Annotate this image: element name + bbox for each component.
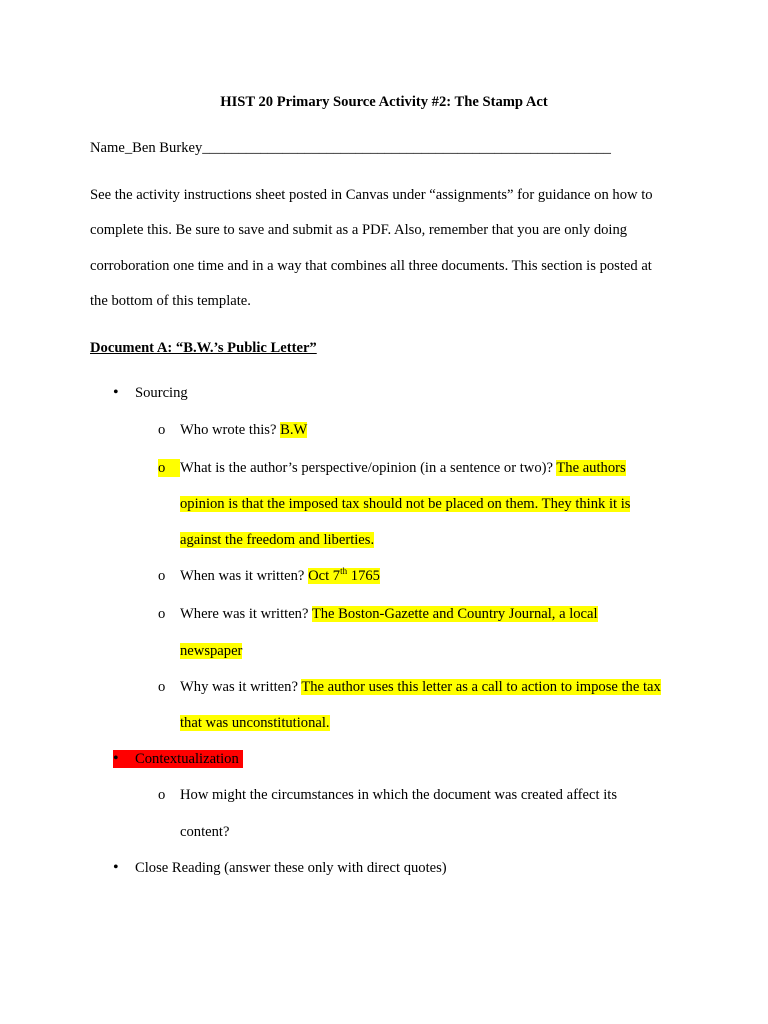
- instructions-line-1: See the activity instructions sheet posted in Canvas under “assignments” for guidance on how to: [90, 187, 653, 203]
- circle-bullet-icon: o: [158, 568, 166, 584]
- question-text: When was it written?: [180, 568, 305, 584]
- name-line: Name_Ben Burkey________________________________________________________: [90, 140, 611, 156]
- answer-text: The Boston-Gazette and Country Journal, a local: [311, 606, 598, 622]
- circle-bullet-icon: o: [158, 679, 166, 695]
- document-title: HIST 20 Primary Source Activity #2: The Stamp Act: [220, 94, 548, 110]
- circle-bullet-icon: o: [158, 459, 180, 477]
- instructions-line-3: corroboration one time and in a way that combines all three documents. This section is posted at: [90, 258, 652, 274]
- question-text: Why was it written?: [180, 679, 298, 695]
- question-text: What is the author’s perspective/opinion (in a sentence or two)?: [180, 460, 553, 476]
- question-when: [180, 567, 380, 585]
- bullet-icon: •: [113, 750, 119, 767]
- question-why: [180, 678, 661, 696]
- instructions-line-4: the bottom of this template.: [90, 293, 251, 309]
- contextualization-label: Contextualization: [135, 751, 239, 767]
- answer-text: The authors: [556, 460, 626, 476]
- question-text: Who wrote this?: [180, 422, 277, 438]
- answer-text: Oct 7th 1765: [308, 566, 380, 584]
- instructions-line-2: complete this. Be sure to save and submit as a PDF. Also, remember that you are only doing: [90, 222, 628, 238]
- answer-text: B.W: [280, 422, 308, 438]
- answer-text: newspaper: [180, 643, 243, 659]
- document-a-heading: Document A: “B.W.’s Public Letter”: [90, 340, 317, 356]
- question-who-wrote: [180, 421, 307, 439]
- question-perspective: [180, 459, 626, 477]
- answer-text: against the freedom and liberties.: [180, 532, 375, 548]
- circle-bullet-icon: o: [158, 422, 166, 438]
- question-where: [180, 605, 598, 623]
- circle-bullet-icon: o: [158, 606, 166, 622]
- contextualization-question-line-2: content?: [180, 824, 230, 840]
- answer-text: opinion is that the imposed tax should not be placed on them. They think it is: [180, 496, 631, 512]
- circle-bullet-icon: o: [158, 787, 166, 803]
- contextualization-question-line-1: How might the circumstances in which the document was created affect its: [180, 787, 617, 803]
- answer-text: that was unconstitutional.: [180, 715, 330, 731]
- answer-text: The author uses this letter as a call to action to impose the tax: [301, 679, 661, 695]
- bullet-icon: •: [113, 859, 119, 876]
- bullet-icon: •: [113, 384, 119, 401]
- sourcing-label: Sourcing: [135, 385, 188, 401]
- question-text: Where was it written?: [180, 606, 309, 622]
- close-reading-label: Close Reading (answer these only with direct quotes): [135, 860, 447, 876]
